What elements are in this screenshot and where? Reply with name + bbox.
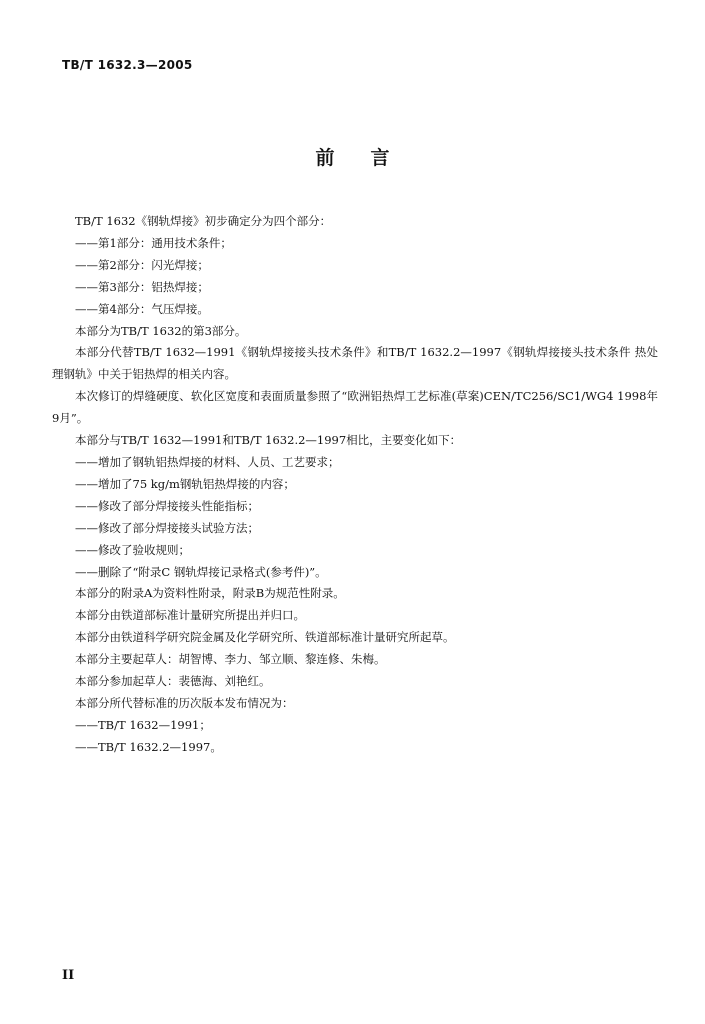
page-number: II	[62, 968, 75, 983]
paragraph-this-part: 本部分为TB/T 1632的第3部分。	[75, 323, 247, 338]
list-item-part-4: ——第4部分：气压焊接。	[75, 301, 209, 316]
paragraph-drafted-by: 本部分由铁道科学研究院金属及化学研究所、铁道部标准计量研究所起草。	[75, 630, 455, 645]
list-item-change-2: ——增加了75 kg/m钢轨铝热焊接的内容；	[75, 476, 295, 491]
preface-body	[52, 211, 658, 759]
list-item-change-1: ——增加了钢轨铝热焊接的材料、人员、工艺要求；	[75, 454, 340, 469]
paragraph-main-drafters: 本部分主要起草人：胡智博、李力、邹立顺、黎连修、朱梅。	[75, 652, 386, 667]
list-item-part-2: ——第2部分：闪光焊接；	[75, 257, 209, 272]
list-item-edition-1: ——TB/T 1632—1991；	[75, 717, 211, 732]
paragraph-main-changes: 本部分与TB/T 1632—1991和TB/T 1632.2—1997相比，主要变化如下：	[75, 433, 462, 448]
paragraph-proposed-by: 本部分由铁道部标准计量研究所提出并归口。	[75, 608, 305, 623]
list-item-change-3: ——修改了部分焊接接头性能指标；	[75, 498, 259, 513]
list-item-change-6: ——删除了“附录C 钢轨焊接记录格式(参考件)”。	[75, 564, 327, 579]
paragraph-previous-editions: 本部分所代替标准的历次版本发布情况为：	[75, 695, 294, 710]
list-item-change-4: ——修改了部分焊接接头试验方法；	[75, 520, 259, 535]
paragraph-participating-drafters: 本部分参加起草人：裴德海、刘艳红。	[75, 674, 271, 689]
page-title: 前言	[315, 147, 426, 169]
list-item-edition-2: ——TB/T 1632.2—1997。	[75, 739, 222, 754]
paragraph-revision-reference: 本次修订的焊缝硬度、软化区宽度和表面质量参照了“欧洲铝热焊工艺标准(草案)CEN/TC256/SC1/WG4 1998年9月”。	[52, 389, 658, 426]
list-item-change-5: ——修改了验收规则；	[75, 542, 190, 557]
standard-number: TB/T 1632.3—2005	[62, 58, 193, 72]
paragraph-parts-intro: TB/T 1632《钢轨焊接》初步确定分为四个部分：	[75, 214, 332, 228]
list-item-part-3: ——第3部分：铝热焊接；	[75, 279, 209, 294]
list-item-part-1: ——第1部分：通用技术条件；	[75, 235, 232, 250]
paragraph-replaces: 本部分代替TB/T 1632—1991《钢轨焊接接头技术条件》和TB/T 1632.2—1997《钢轨焊接接头技术条件 热处理钢轨》中关于铝热焊的相关内容。	[52, 345, 658, 382]
paragraph-annexes: 本部分的附录A为资料性附录，附录B为规范性附录。	[75, 586, 345, 601]
